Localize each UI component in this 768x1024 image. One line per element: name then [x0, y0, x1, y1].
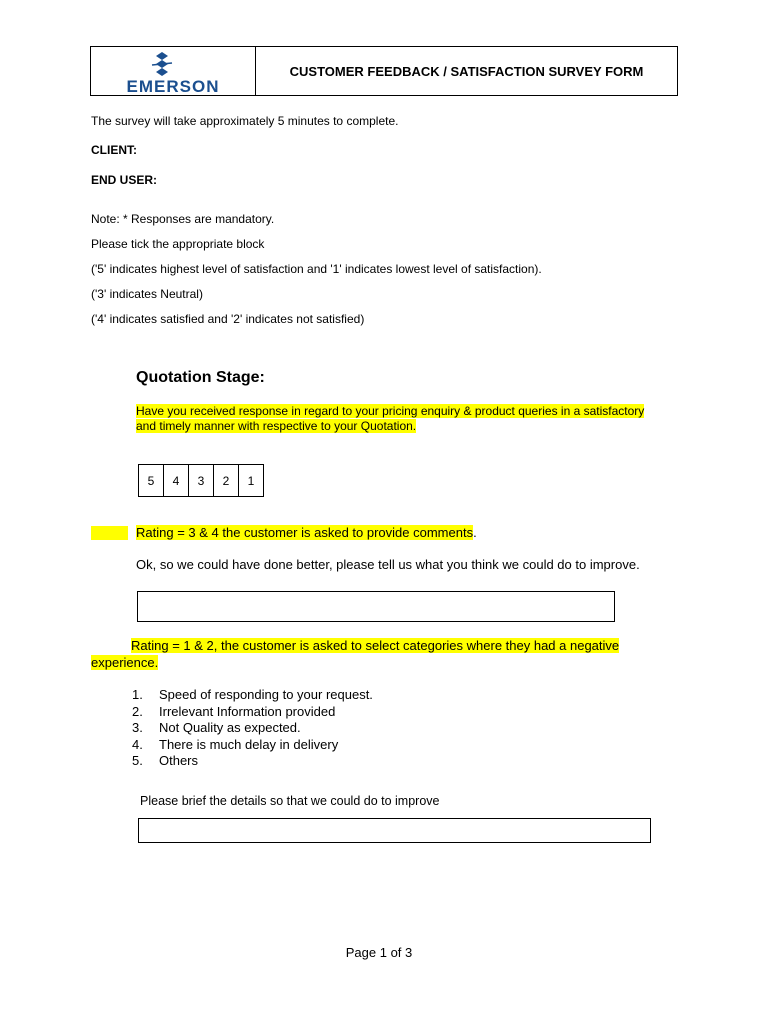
- note-tick-block: Please tick the appropriate block: [91, 237, 265, 251]
- note-neutral: ('3' indicates Neutral): [91, 287, 203, 301]
- emerson-logo-icon: [149, 51, 175, 77]
- question-line-1: Have you received response in regard to your pricing enquiry & product queries in a satisfactory: [136, 404, 645, 418]
- note-satisfied: ('4' indicates satisfied and '2' indicates not satisfied): [91, 312, 365, 326]
- rating-34-text: Rating = 3 & 4 the customer is asked to provide comments: [136, 525, 474, 540]
- rating-12-line-1: Rating = 1 & 2, the customer is asked to select categories where they had a negative: [131, 638, 620, 653]
- rating-box-1[interactable]: 1: [247, 473, 255, 488]
- list-item[interactable]: 4. There is much delay in delivery: [132, 736, 339, 752]
- negative-categories-list: [132, 687, 373, 770]
- page-number: Page 1 of 3: [345, 945, 413, 960]
- rating-box-4[interactable]: 4: [164, 465, 189, 496]
- rating-34-period: .: [473, 525, 477, 540]
- list-item[interactable]: 5. Others: [132, 753, 199, 768]
- header-table: [90, 46, 678, 96]
- rating-12-instruction: [91, 638, 691, 671]
- improve-comments-field[interactable]: [137, 591, 615, 622]
- details-prompt: Please brief the details so that we could do to improve: [140, 794, 440, 808]
- rating-34-instruction: [136, 525, 477, 540]
- logo-text: EMERSON: [126, 77, 220, 96]
- quotation-question: [136, 404, 644, 434]
- list-item[interactable]: 2. Irrelevant Information provided: [132, 703, 336, 719]
- client-label: CLIENT:: [91, 143, 137, 157]
- rating-box-5[interactable]: 5: [139, 465, 164, 496]
- rating-scale: [138, 464, 264, 497]
- rating-box-2[interactable]: 2: [214, 465, 239, 496]
- end-user-label: END USER:: [91, 173, 158, 187]
- note-scale: ('5' indicates highest level of satisfaction and '1' indicates lowest level of satisfaction).: [91, 262, 542, 276]
- section-heading: Quotation Stage:: [136, 369, 265, 386]
- logo-cell: [91, 47, 256, 95]
- list-item[interactable]: 3. Not Quality as expected.: [132, 720, 301, 735]
- improve-prompt: Ok, so we could have done better, please tell us what you think we could do to improve.: [136, 557, 640, 572]
- details-field[interactable]: [138, 818, 651, 843]
- note-mandatory: Note: * Responses are mandatory.: [91, 212, 275, 226]
- list-item[interactable]: 1. Speed of responding to your request.: [132, 687, 373, 702]
- question-line-2: and timely manner with respective to your Quotation.: [136, 419, 417, 433]
- rating-box-3[interactable]: 3: [189, 465, 214, 496]
- rating-12-line-2: experience.: [91, 654, 159, 670]
- form-title: CUSTOMER FEEDBACK / SATISFACTION SURVEY FORM: [289, 63, 644, 79]
- highlight-marker: [91, 526, 128, 540]
- survey-duration-text: The survey will take approximately 5 minutes to complete.: [91, 114, 399, 128]
